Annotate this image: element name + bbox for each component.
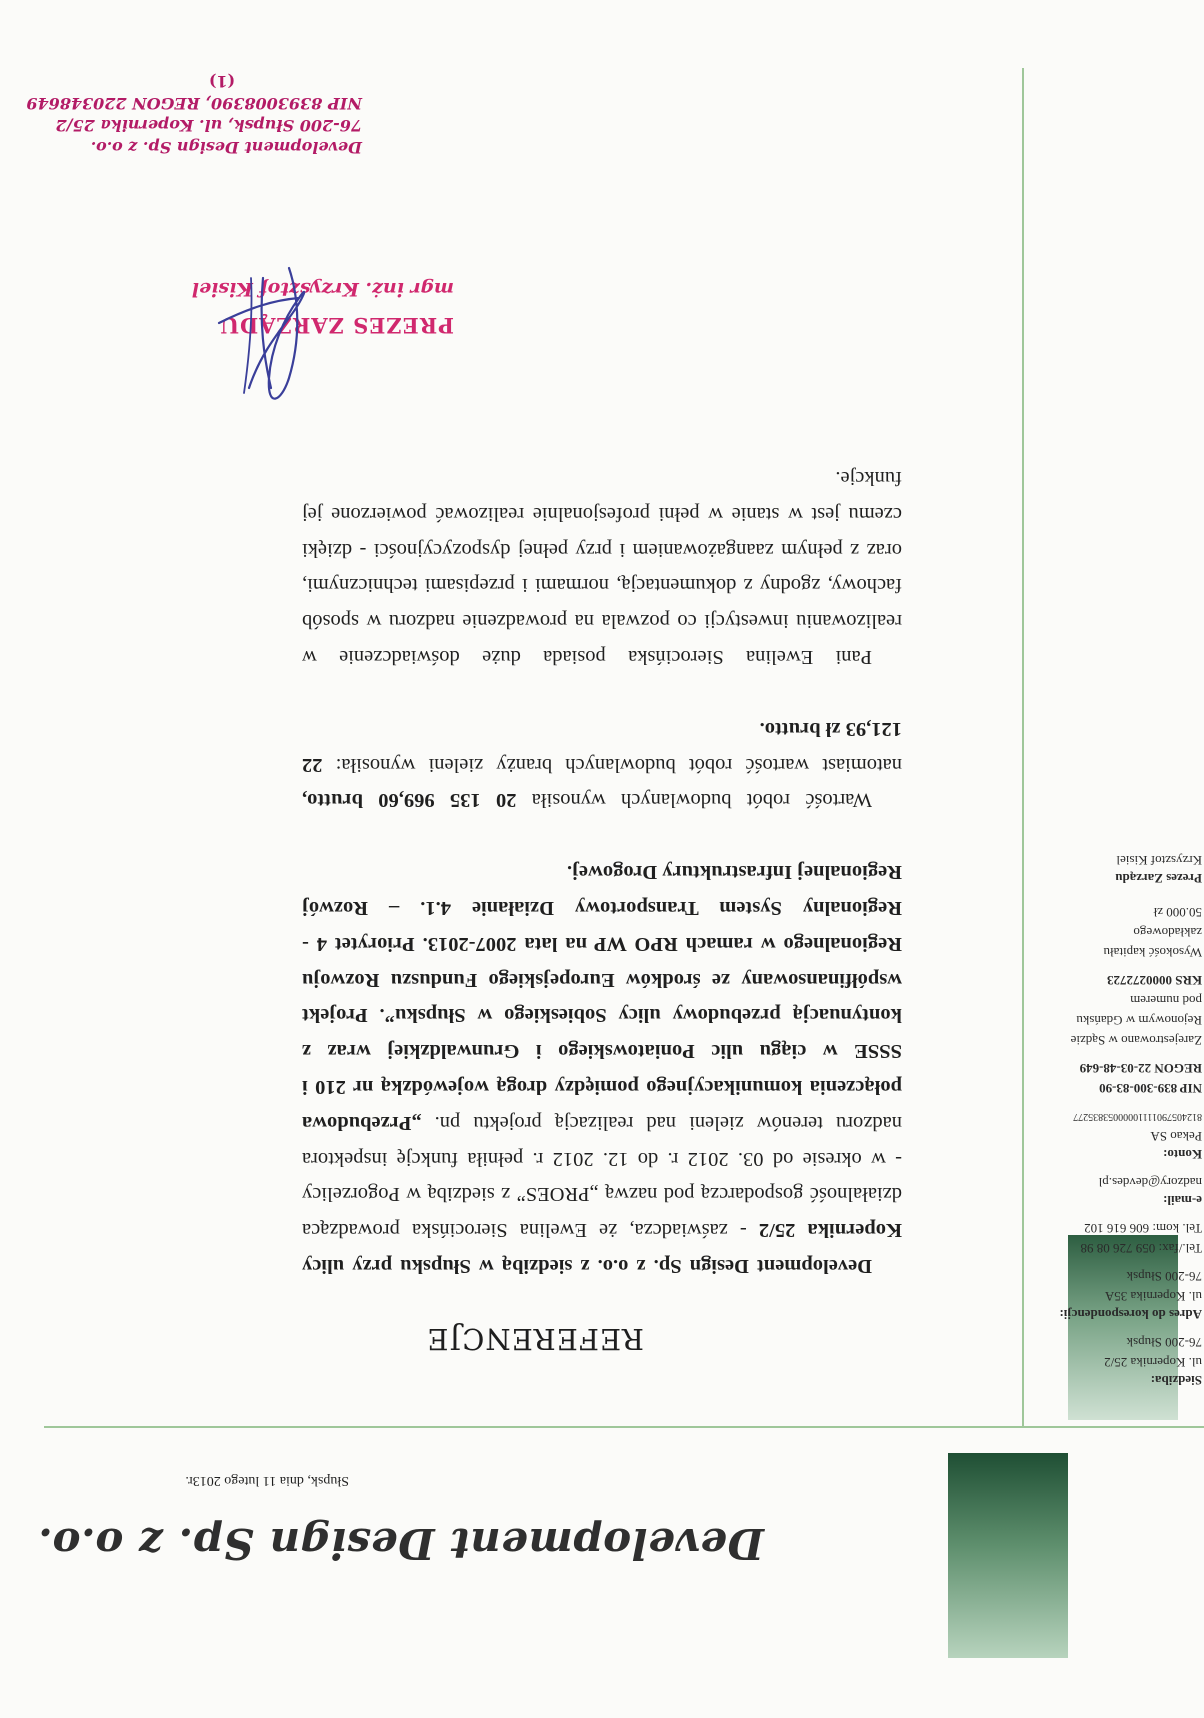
project-name-text: „Przebudowa połączenia komunikacyjnego pomiędzy drogą wojewódzką nr 210 i SSSE w ciągu ulic Poniatowskiego i Grunwaldzkiej wraz z kontynuacją przebudowy ulicy Sobieskiego w Słupsku”. Projekt współfinansowany ze środków Europejskiego Funduszu Rozwoju Regionalnego w ramach RPO WP na lata 2007-2013. Priorytet 4 - Regionalny System Transportowy Działanie 4.1. – Rozwój Regionalnej Infrastruktury Drogowej. (302, 861, 902, 1134)
registry-line: Rejonowym w Gdańsku (1076, 1013, 1202, 1028)
company-header-title: Development Design Sp. z o.o. (37, 1519, 764, 1568)
body-paragraph-2 (302, 710, 902, 817)
mail-address-line: ul. Kopernika 35A (1104, 1289, 1202, 1304)
value-greenery: 22 121,93 zł brutto. (302, 717, 902, 776)
document-title-text: REFERENCJE (426, 1322, 644, 1356)
body-text-span: - zaświadcza, że Ewelina Sierocińska prowadząca działalność gospodarczą pod nazwą „PROES” z siedzibą w Pogorzelicy - w okresie od 03. 2012 r. do 12. 2012 r. pełniła funkcję inspektora nadzoru terenów zieleni nad realizacją projektu pn. (302, 1111, 902, 1242)
nip-number: NIP 839-300-83-90 (1099, 1081, 1202, 1096)
capital-value: 50.000 zł (1153, 905, 1202, 920)
body-paragraph-1 (302, 853, 902, 1283)
body-paragraph-3: Pani Ewelina Sierocińska posiada duże doświadczenie w realizowaniu inwestycji co pozwala na prowadzenie nadzoru w sposób fachowy, zgodny z dokumentacją, normami i przepisami technicznymi, oraz z pełnym zaangażowaniem i przy pełnej dyspozycyjności - dzięki czemu jest w stanie w pełni profesjonalnie realizować powierzone jej funkcje. (302, 467, 902, 669)
logo-square-dark (948, 1453, 1068, 1658)
krs-number: KRS 0000272723 (1107, 973, 1202, 988)
value-text-c: natomiast wartość robót budowlanych branży zieleni wynosiła: (322, 753, 902, 776)
capital-line: zakładowego (1133, 925, 1202, 940)
value-text-a: Wartość robót budowlanych wynosiła (516, 789, 872, 812)
account-number: 81240579011110000053835277 (1073, 1111, 1202, 1122)
company-stamp-number: (1) (208, 72, 236, 91)
sidebar-contact-info (1059, 850, 1202, 1398)
intro-company-text: Development Design Sp. z o.o. z siedzibą w Słupsku przy ulicy Kopernika 25/2 (302, 1219, 902, 1277)
president-label: Prezes Zarządu (1115, 871, 1202, 886)
signature-stamp-name: mgr inż. Krzysztof Kisiel (191, 278, 454, 300)
phone-row (1072, 1238, 1202, 1258)
company-stamp-line: NIP 8393008390, REGON 220348649 (26, 94, 362, 113)
registry-line: pod numerem (1130, 993, 1202, 1008)
seat-line: 76-200 Słupsk (1126, 1335, 1202, 1350)
registry-line: Zarejestrowano w Sądzie (1070, 1033, 1202, 1048)
mobile-label: Tel. kom: (1152, 1221, 1202, 1236)
company-stamp-line: 76-200 Słupsk, ul. Kopernika 25/2 (55, 116, 362, 135)
phone-value: 059 726 08 98 (1080, 1241, 1156, 1256)
president-name: Krzysztof Kisiel (1116, 853, 1202, 868)
sidebar-divider-line (1022, 68, 1024, 1428)
document-title (0, 1322, 1204, 1356)
regon-number: REGON 22-03-48-649 (1079, 1061, 1202, 1076)
seat-line: ul. Kopernika 25/2 (1104, 1355, 1202, 1370)
email-value[interactable]: nadzory@devdes.pl (1098, 1175, 1202, 1190)
mail-address-line: 76-200 Słupsk (1126, 1269, 1202, 1284)
company-stamp-line: Development Design Sp. z o.o. (90, 138, 362, 157)
phone-label: Tel./fax: (1158, 1241, 1202, 1256)
letter-body (302, 459, 902, 1283)
mobile-value: 606 616 102 (1084, 1221, 1150, 1236)
bank-name: Pekao SA (1150, 1129, 1202, 1144)
mobile-row (1072, 1218, 1202, 1238)
handwritten-signature (149, 258, 449, 418)
header-divider-line (44, 1426, 1204, 1428)
seat-label: Siedziba: (1150, 1373, 1202, 1388)
account-label: Konto: (1163, 1147, 1202, 1162)
signature-stamp-title: PREZES ZARZĄDU (219, 313, 454, 338)
value-total: 20 135 969,60 brutto, (302, 789, 517, 812)
place-and-date: Słupsk, dnia 11 lutego 2013r. (185, 1473, 349, 1488)
email-label: e-mail: (1163, 1193, 1202, 1208)
capital-line: Wysokość kapitału (1103, 945, 1202, 960)
company-stamp (2, 70, 362, 158)
mail-address-label: Adres do korespondencji: (1059, 1307, 1202, 1322)
